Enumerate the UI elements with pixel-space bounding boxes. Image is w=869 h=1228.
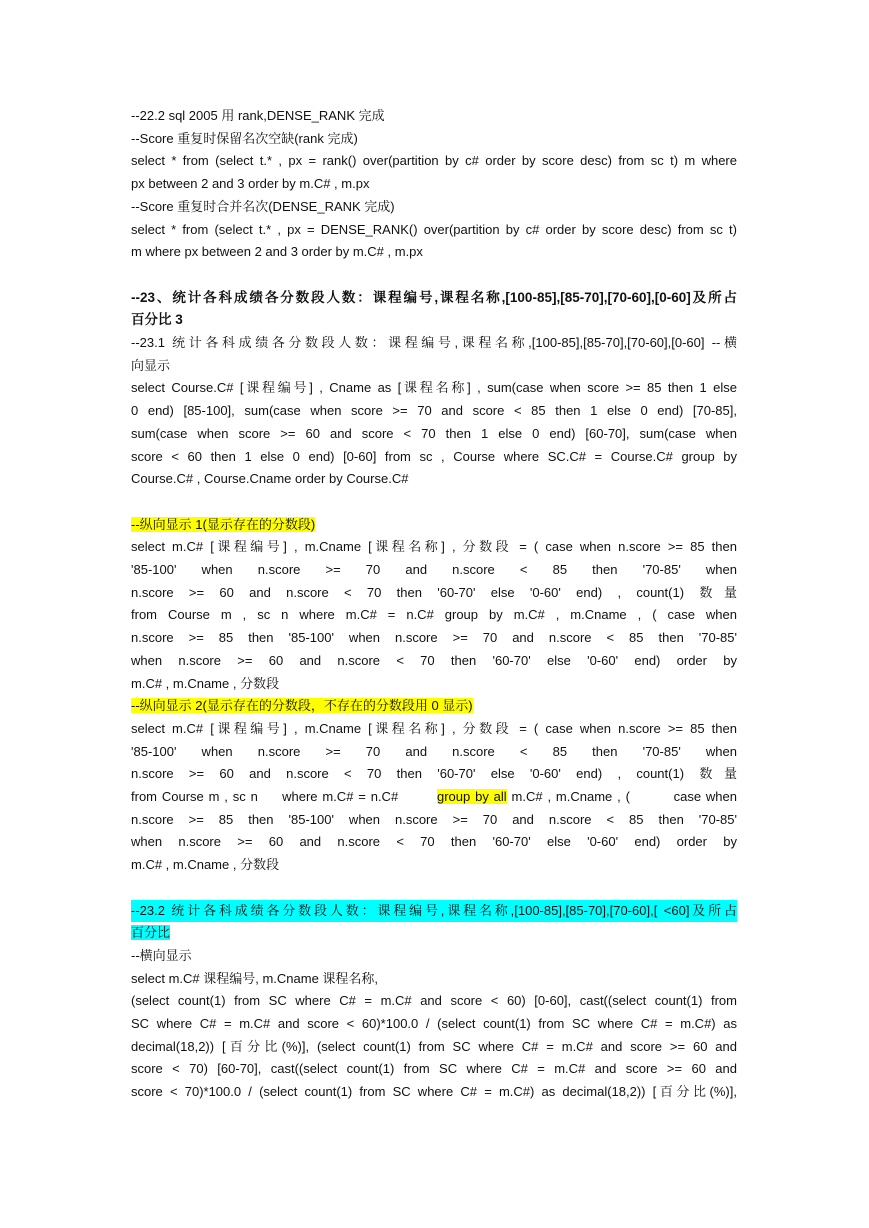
text-line: --Score 重复时保留名次空缺(rank 完成) xyxy=(131,130,358,146)
code-line: m.C# , m.Cname , 分数段 xyxy=(131,675,280,691)
code-line: 0 end) [85-100], sum(case when score >= 70 and score < 85 then 1 else 0 end) [70-85], xyxy=(131,403,737,419)
text-line: --横向显示 xyxy=(131,947,192,963)
code-line: n.score >= 60 and n.score < 70 then '60-70' else '0-60' end) , count(1) 数量 xyxy=(131,584,737,600)
code-line: '85-100' when n.score >= 70 and n.score < 85 then '70-85' when xyxy=(131,562,737,578)
blank-line xyxy=(131,877,737,900)
highlighted-title xyxy=(131,900,737,923)
subsection-title: 向显示 xyxy=(131,357,171,373)
code-line: select m.C# [课程编号] , m.Cname [课程名称] , 分数段 = ( case when n.score >= 85 then xyxy=(131,539,737,555)
code-line: select m.C# [课程编号] , m.Cname [课程名称] , 分数段 = ( case when n.score >= 85 then xyxy=(131,720,737,736)
blank-line xyxy=(131,491,737,514)
text-line: --Score 重复时合并名次(DENSE_RANK 完成) xyxy=(131,198,395,214)
code-line: select m.C# 课程编号, m.Cname 课程名称, xyxy=(131,970,379,986)
highlight-cyan: --23.2 统计各科成绩各分数段人数：课程编号,课程名称,[100-85],[85-70],[70-60],[ <60]及所占 xyxy=(131,902,737,918)
code-line xyxy=(131,786,737,809)
text-line: m where px between 2 and 3 order by m.C# , m.px xyxy=(131,244,423,260)
highlight-cyan: 百分比 xyxy=(131,925,171,941)
subsection-title: --23.1 统计各科成绩各分数段人数：课程编号,课程名称,[100-85],[85-70],[70-60],[0-60] --横 xyxy=(131,335,737,351)
text-line: select * from (select t.* , px = DENSE_RANK() over(partition by c# order by score desc) from sc t) xyxy=(131,221,737,237)
code-line: score < 70) [60-70], cast((select count(1) from SC where C# = m.C# and score >= 60 and xyxy=(131,1061,737,1077)
code-line: from Course m , sc n where m.C# = n.C# group by m.C# , m.Cname , ( case when xyxy=(131,607,737,623)
code-fragment: from Course m , sc n where m.C# = n.C# xyxy=(131,789,437,805)
code-line: when n.score >= 60 and n.score < 70 then '60-70' else '0-60' end) order by xyxy=(131,834,737,850)
code-line: select Course.C# [课程编号] , Cname as [课程名称] , sum(case when score >= 85 then 1 else xyxy=(131,380,737,396)
code-line: decimal(18,2)) [百分比(%)], (select count(1) from SC where C# = m.C# and score >= 60 and xyxy=(131,1038,737,1054)
highlight-yellow: --纵向显示 2(显示存在的分数段，不存在的分数段用 0 显示) xyxy=(131,698,473,714)
code-line: Course.C# , Course.Cname order by Course.C# xyxy=(131,471,409,487)
code-fragment: m.C# , m.Cname , ( case when xyxy=(506,789,737,805)
highlight-yellow: group by all xyxy=(437,789,507,805)
code-line: n.score >= 85 then '85-100' when n.score >= 70 and n.score < 85 then '70-85' xyxy=(131,630,737,646)
code-line: (select count(1) from SC where C# = m.C# and score < 60) [0-60], cast((select count(1) from xyxy=(131,993,737,1009)
code-line: '85-100' when n.score >= 70 and n.score < 85 then '70-85' when xyxy=(131,743,737,759)
section-heading: 百分比 3 xyxy=(131,312,183,328)
code-line: score < 70)*100.0 / (select count(1) from SC where C# = m.C#) as decimal(18,2)) [百分比(%)], xyxy=(131,1084,737,1100)
highlight-yellow: --纵向显示 1(显示存在的分数段) xyxy=(131,516,316,532)
highlighted-title xyxy=(131,695,737,718)
section-heading: --23、统计各科成绩各分数段人数：课程编号,课程名称,[100-85],[85-70],[70-60],[0-60]及所占 xyxy=(131,289,737,305)
highlighted-title xyxy=(131,514,737,537)
document-body xyxy=(131,105,737,1104)
code-line: score < 60 then 1 else 0 end) [0-60] from sc , Course where SC.C# = Course.C# group by xyxy=(131,448,737,464)
highlighted-title xyxy=(131,922,737,945)
code-line: n.score >= 60 and n.score < 70 then '60-70' else '0-60' end) , count(1) 数量 xyxy=(131,766,737,782)
code-line: sum(case when score >= 60 and score < 70 then 1 else 0 end) [60-70], sum(case when xyxy=(131,425,737,441)
code-line: n.score >= 85 then '85-100' when n.score >= 70 and n.score < 85 then '70-85' xyxy=(131,811,737,827)
text-line: px between 2 and 3 order by m.C# , m.px xyxy=(131,176,370,192)
code-line: SC where C# = m.C# and score < 60)*100.0 / (select count(1) from SC where C# = m.C#) as xyxy=(131,1016,737,1032)
text-line: --22.2 sql 2005 用 rank,DENSE_RANK 完成 xyxy=(131,108,385,123)
code-line: when n.score >= 60 and n.score < 70 then '60-70' else '0-60' end) order by xyxy=(131,652,737,668)
blank-line xyxy=(131,264,737,287)
code-line: m.C# , m.Cname , 分数段 xyxy=(131,857,280,873)
text-line: select * from (select t.* , px = rank() over(partition by c# order by score desc) from sc t) m where xyxy=(131,153,737,169)
